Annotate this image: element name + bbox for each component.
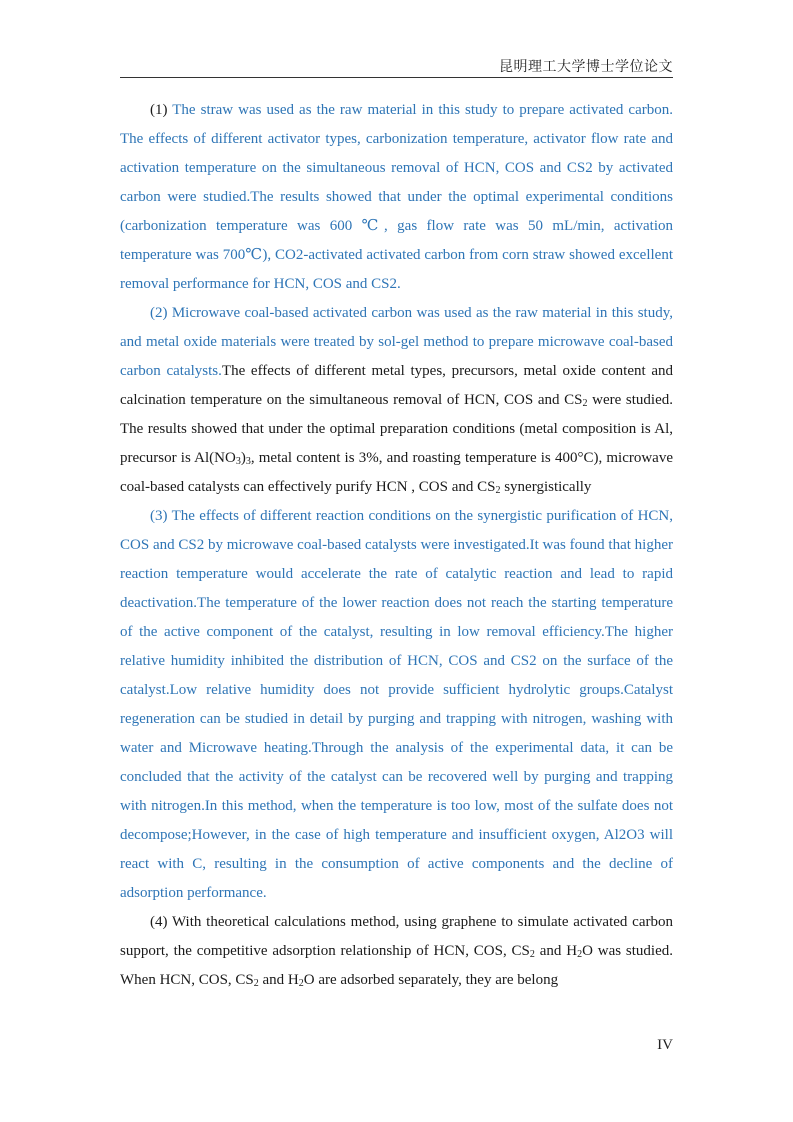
paragraph-2-text xyxy=(120,363,673,495)
subscript: 3 xyxy=(245,456,251,467)
paragraph-1 xyxy=(120,96,673,299)
text-run: synergistically xyxy=(500,479,592,495)
text-run: (4) With theoretical calculations method, using graphene to simulate activated carbon support, the competitive adsorption relationship of HCN, COS, CS xyxy=(120,914,673,959)
subscript: 2 xyxy=(529,949,535,960)
text-run: were studied. The results showed that under the optimal preparation conditions (metal composition is Al, precursor is Al(NO xyxy=(120,392,673,466)
text-run: and H xyxy=(534,943,578,959)
subscript: 2 xyxy=(253,978,259,989)
abstract-body xyxy=(120,96,673,995)
subscript: 2 xyxy=(582,398,588,409)
subscript: 2 xyxy=(577,949,583,960)
text-run: , metal content is 3%, and roasting temperature is 400°C), microwave coal-based catalysts can effectively purify HCN , COS and CS xyxy=(120,450,673,495)
page-number: IV xyxy=(657,1037,673,1053)
running-header-title: 昆明理工大学博士学位论文 xyxy=(499,60,673,75)
text-run: ) xyxy=(240,450,246,466)
text-run: O was studied. When HCN, COS, CS xyxy=(120,943,673,988)
text-run: and H xyxy=(258,972,299,988)
text-run: The effects of different metal types, precursors, metal oxide content and calcination temperature on the simultaneous removal of HCN, COS and CS xyxy=(120,363,673,408)
paragraph-2 xyxy=(120,299,673,502)
paragraph-1-text: The straw was used as the raw material in this study to prepare activated carbon. The effects of different activator types, carbonization temperature, activator flow rate and activation temperature on the simultaneous removal of HCN, COS and CS2 by activated carbon were studied.The results showed that under the optimal experimental conditions (carbonization temperature was 600 ℃, gas flow rate was 50 mL/min, activation temperature was 700℃), CO2-activated activated carbon from corn straw showed excellent removal performance for HCN, COS and CS2. xyxy=(120,102,673,292)
paragraph-2-blue-text: (2) Microwave coal-based activated carbon was used as the raw material in this study, and metal oxide materials were treated by sol-gel method to prepare microwave coal-based carbon catalysts. xyxy=(120,305,673,379)
header-rule xyxy=(120,77,673,78)
paragraph-3: (3) The effects of different reaction conditions on the synergistic purification of HCN, COS and CS2 by microwave coal-based catalysts were investigated.It was found that higher reaction temperature would accelerate the rate of catalytic reaction and lead to rapid deactivation.The temperature of the lower reaction does not reach the starting temperature of the active component of the catalyst, resulting in low removal efficiency.The higher relative humidity inhibited the distribution of HCN, COS and CS2 on the surface of the catalyst.Low relative humidity does not provide sufficient hydrolytic groups.Catalyst regeneration can be studied in detail by purging and trapping with nitrogen, washing with water and Microwave heating.Through the analysis of the experimental data, it can be concluded that the activity of the catalyst can be recovered well by purging and trapping with nitrogen.In this method, when the temperature is too low, most of the sulfate does not decompose;However, in the case of high temperature and insufficient oxygen, Al2O3 will react with C, resulting in the consumption of active components and the decline of adsorption performance. xyxy=(120,508,673,901)
text-run: O are adsorbed separately, they are belong xyxy=(303,972,559,988)
paragraph-1-label: (1) xyxy=(150,102,173,118)
subscript: 3 xyxy=(235,456,241,467)
paragraph-4 xyxy=(120,908,673,995)
subscript: 2 xyxy=(495,485,501,496)
subscript: 2 xyxy=(298,978,304,989)
